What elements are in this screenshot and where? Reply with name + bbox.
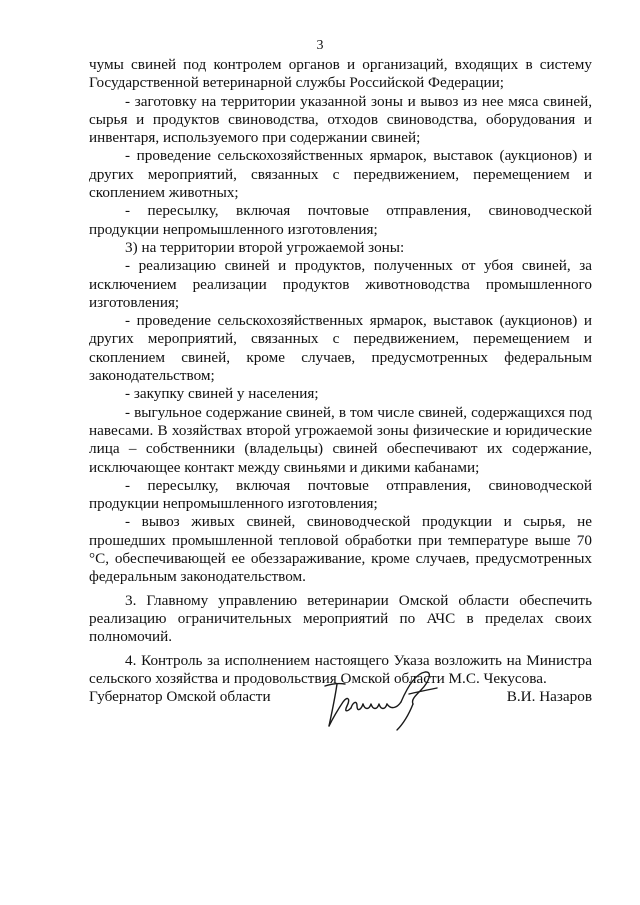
page-number: 3 (316, 38, 324, 53)
paragraph-4: - пересылку, включая почтовые отправления, свиноводческой продукции непромышленного изготовления; (89, 202, 592, 238)
paragraph-9: - выгульное содержание свиней, в том числе свиней, содержащихся под навесами. В хозяйствах второй угрожаемой зоны физические и юридические лица – собственники (владельцы) свиней обеспечивают их содержание, исключающее контакт между свиньями и дикими кабанами; (89, 403, 592, 476)
signer-position: Губернатор Омской области (89, 688, 271, 705)
paragraph-10: - пересылку, включая почтовые отправления, свиноводческой продукции непромышленного изготовления; (89, 476, 592, 513)
paragraph-1: чумы свиней под контролем органов и организаций, входящих в систему Государственной ветеринарной службы Российской Федерации; (89, 56, 592, 92)
paragraph-11: - вывоз живых свиней, свиноводческой продукции и сырья, не прошедших промышленной тепловой обработки при температуре выше 70 °С, обеспечивающей ее обеззараживание, кроме случаев, предусмотренных федеральным законодательством. (89, 513, 592, 586)
paragraph-5: 3) на территории второй угрожаемой зоны: (125, 238, 405, 256)
paragraph-8: - закупку свиней у населения; (125, 385, 319, 403)
signer-name: В.И. Назаров (506, 688, 592, 705)
paragraph-3: - проведение сельскохозяйственных ярмарок, выставок (аукционов) и других мероприятий, связанных с передвижением, перемещением и скоплением животных; (89, 147, 592, 202)
signature-block (89, 660, 592, 740)
paragraph-12: 3. Главному управлению ветеринарии Омской области обеспечить реализацию ограничительных мероприятий по АЧС в пределах своих полномочий. (89, 591, 592, 646)
paragraph-7: - проведение сельскохозяйственных ярмарок, выставок (аукционов) и других мероприятий, связанных с передвижением, перемещением и скоплением свиней, кроме случаев, предусмотренных федеральным законодательством; (89, 312, 592, 385)
paragraph-6: - реализацию свиней и продуктов, полученных от убоя свиней, за исключением реализации продуктов животноводства промышленного изготовления; (89, 257, 592, 311)
paragraph-2: - заготовку на территории указанной зоны и вывоз из нее мяса свиней, сырья и продуктов свиноводства, отходов свиноводства, оборудования и инвентаря, используемого при содержании свиней; (89, 92, 592, 147)
handwritten-signature-icon (317, 668, 447, 732)
decree-body (89, 56, 592, 688)
paragraph-13: 4. Контроль за исполнением настоящего Указа возложить на Министра сельского хозяйства и продовольствия Омской области М.С. Чекусова. (89, 651, 592, 687)
